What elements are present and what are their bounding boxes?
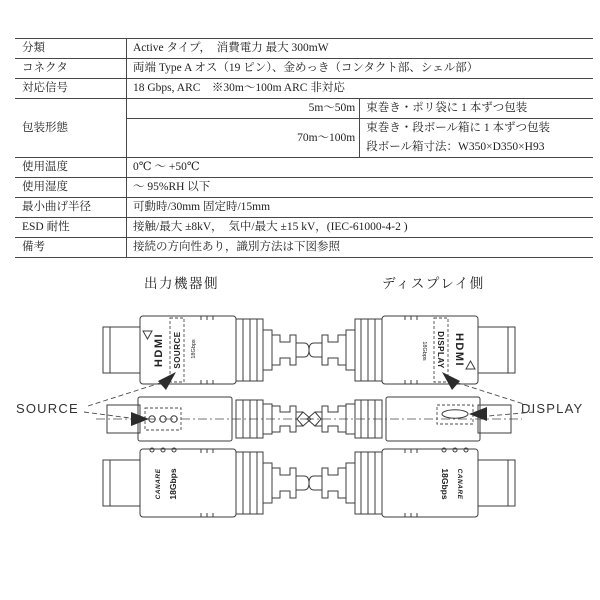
display-top-connector [309,316,530,406]
brand-text-source: CANARE [155,468,162,500]
display-callout-label: DISPLAY [521,401,584,416]
speed-text-source: 18Gbps [168,468,178,500]
row-humidity-value: 〜 95%RH 以下 [127,178,594,198]
row-bend-radius-value: 可動時/30mm 固定時/15mm [127,198,594,218]
display-side-heading: ディスプレイ側 [382,276,485,291]
row-signal-value: 18 Gbps, ARC ※30m〜100m ARC 非対応 [127,79,594,99]
brand-text-display: CANARE [456,468,463,500]
speed-small-text-source: 18Gbps [191,339,197,359]
packaging-range-long: 70m〜100m [127,119,360,158]
row-remarks-value: 接続の方向性あり，識別方法は下図参照 [127,238,594,258]
packaging-range-short: 5m〜50m [127,99,360,119]
row-signal-label: 対応信号 [15,79,127,99]
hdmi-shell-text-source: HDMI [153,332,165,368]
row-humidity-label: 使用湿度 [15,178,127,198]
hdmi-shell-text-display: HDMI [453,332,465,368]
row-bend-radius-label: 最小曲げ半径 [15,198,127,218]
packaging-short-value: 束巻き・ポリ袋に 1 本ずつ包装 [360,99,593,119]
display-shell-text: DISPLAY [436,331,445,369]
speed-small-text-display: 18Gbps [421,341,427,361]
speed-text-display: 18Gbps [440,468,450,500]
source-top-arrow [158,372,176,390]
source-bottom-connector [103,448,309,517]
packaging-long-value-line2: 段ボール箱寸法：W350×D350×H93 [360,138,593,158]
row-esd-label: ESD 耐性 [15,218,127,238]
orientation-triangle-source [143,331,152,339]
source-side-heading: 出力機器側 [144,276,219,291]
row-temperature-label: 使用温度 [15,158,127,178]
display-bottom-connector [309,448,515,517]
id-slot [442,410,468,418]
source-shell-text: SOURCE [173,331,182,369]
row-classification-value: Active タイプ， 消費電力 最大 300mW [127,39,594,59]
source-top-connector [88,316,309,406]
display-top-arrow [442,372,460,390]
row-packaging-label: 包装形態 [15,99,127,158]
row-remarks-label: 備考 [15,238,127,258]
row-connector-value: 両端 Type A オス（19 ピン）、金めっき（コンタクト部、シェル部） [127,59,594,79]
packaging-long-value-line1: 束巻き・段ボール箱に 1 本ずつ包装 [360,119,593,139]
source-callout-label: SOURCE [16,401,79,416]
row-temperature-value: 0℃ 〜 +50℃ [127,158,594,178]
display-middle-connector [305,397,534,441]
row-esd-value: 接触/最大 ±8kV， 気中/最大 ±15 kV，(IEC-61000-4-2 ) [127,218,594,238]
row-connector-label: コネクタ [15,59,127,79]
source-middle-connector [84,397,313,441]
orientation-triangle-display [466,361,475,369]
row-classification-label: 分類 [15,39,127,59]
